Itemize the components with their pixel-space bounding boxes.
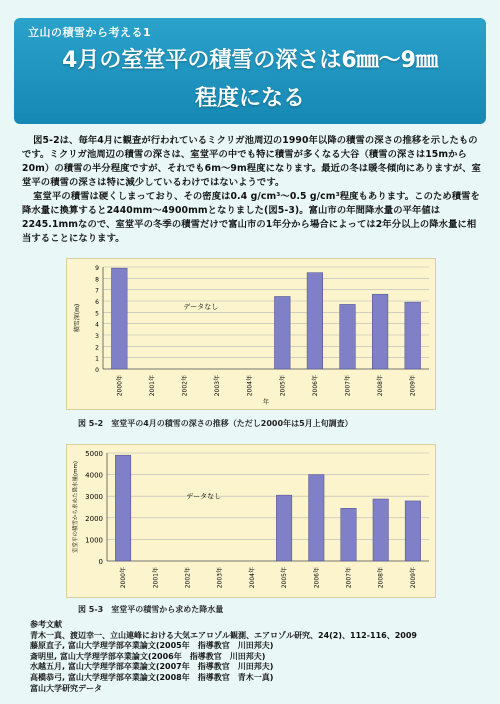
x-tick-label: 2000年 — [116, 375, 124, 397]
bar-2005年 — [276, 495, 291, 561]
x-tick-label: 2003年 — [216, 567, 224, 589]
body-paragraph-2: 室堂平の積雪は硬くしまっており、その密度は0.4 g/cm³〜0.5 g/cm³程度もあります。このため積雪を降水量に換算すると2440mm〜4900mmとなりました(図5-3)。富山市の年間降水量の平年値は2245.1mmなので、室堂平の冬季の積雪だけで富山市の1年分から場合によっては2年分以上の降水量に相当することになります。 — [22, 191, 480, 244]
chart-snow-depth — [66, 258, 436, 410]
x-tick-label: 2005年 — [279, 375, 287, 397]
bar-2006年 — [307, 273, 323, 369]
x-tick-label: 2006年 — [311, 375, 319, 397]
y-axis-label: 積雪深(m) — [74, 303, 81, 333]
reference-item: 藤原直子, 富山大学理学部卒業論文(2005年 指導教官 川田邦夫) — [30, 641, 274, 651]
no-data-annotation: データなし — [183, 302, 219, 311]
y-tick-label: 6 — [95, 299, 99, 306]
bar-2000年 — [115, 455, 130, 561]
chart-precipitation — [66, 444, 436, 598]
y-tick-label: 1 — [95, 355, 99, 363]
bar-2007年 — [340, 304, 356, 369]
y-tick-label: 5000 — [85, 450, 103, 458]
x-tick-label: 2009年 — [409, 375, 417, 397]
bar-2009年 — [405, 302, 421, 369]
no-data-annotation: データなし — [186, 492, 222, 501]
x-tick-label: 2004年 — [248, 567, 256, 589]
reference-item: 水越五月, 富山大学理学部卒業論文(2007年 指導教官 川田邦夫) — [30, 662, 274, 672]
page-title-line2: 程度になる — [194, 86, 305, 111]
x-tick-label: 2006年 — [313, 567, 321, 589]
references — [30, 620, 480, 694]
x-tick-label: 2008年 — [377, 375, 385, 397]
y-axis-label: 室堂平の積雪から求めた降水量(mm) — [73, 460, 79, 554]
series-label: 立山の積雪から考える1 — [28, 26, 152, 39]
y-tick-label: 7 — [95, 287, 99, 295]
x-tick-label: 2002年 — [184, 567, 192, 589]
y-tick-label: 5 — [95, 310, 99, 318]
bar-2006年 — [309, 475, 324, 561]
y-tick-label: 8 — [95, 276, 99, 284]
x-tick-label: 2002年 — [181, 375, 189, 397]
bar-2008年 — [372, 294, 388, 369]
y-tick-label: 4 — [95, 321, 99, 329]
references-heading: 参考文献 — [30, 620, 62, 629]
figure-caption-5-2: 図 5-2 室堂平の4月の積雪の深さの推移（ただし2000年は5月上旬調査） — [78, 419, 353, 428]
x-tick-label: 2003年 — [214, 375, 222, 397]
chart-snow-depth-svg — [67, 259, 435, 409]
y-tick-label: 0 — [98, 558, 103, 566]
x-tick-label: 2007年 — [344, 375, 352, 397]
x-tick-label: 2008年 — [377, 567, 385, 589]
reference-item: 高橋恭弓, 富山大学理学部卒業論文(2008年 指導教官 青木一真) — [30, 672, 274, 682]
body-paragraph-1: 図5-2は、毎年4月に観査が行われているミクリガ池周辺の1990年以降の積雪の深さの推移を示したものです。ミクリガ池周辺の積雪の深さは、室堂平の中でも特に積雪が多くなる大谷（積雪の深さは15mから20m）の積雪の半分程度ですが、それでも6m〜9m程度になります。最近の冬は暖冬傾向にありますが、室堂平の積雪の深さは特に減少しているわけではないようです。 — [22, 135, 481, 188]
bar-2009年 — [405, 501, 420, 561]
x-tick-label: 2009年 — [409, 567, 417, 589]
bar-2005年 — [274, 296, 290, 369]
x-tick-label: 2005年 — [281, 567, 289, 589]
page-title-line1: 4月の室堂平の積雪の深さは6㎜〜9㎜ — [62, 48, 438, 73]
bar-2007年 — [341, 508, 356, 561]
x-tick-label: 2007年 — [345, 567, 353, 589]
y-tick-label: 2000 — [85, 514, 103, 523]
x-tick-label: 2004年 — [246, 375, 254, 397]
x-axis-label: 年 — [262, 399, 270, 406]
y-tick-label: 3000 — [85, 493, 103, 502]
y-tick-label: 1000 — [85, 536, 103, 545]
y-tick-label: 3 — [95, 333, 99, 340]
x-tick-label: 2001年 — [152, 567, 160, 589]
bar-2000年 — [111, 268, 127, 369]
y-tick-label: 0 — [95, 367, 99, 374]
chart-precipitation-svg — [67, 445, 435, 597]
bar-2008年 — [373, 499, 388, 561]
figure-caption-5-3: 図 5-3 室堂平の積雪から求めた降水量 — [78, 605, 224, 614]
reference-item: 青木一真、渡辺幸一、立山連峰における大気エアロゾル観測、エアロゾル研究、24(2)、112-116、2009 — [30, 630, 417, 640]
y-tick-label: 4000 — [85, 471, 103, 480]
y-tick-label: 9 — [95, 265, 99, 272]
x-tick-label: 2001年 — [148, 375, 156, 397]
reference-item: 富山大学研究データ — [30, 683, 102, 693]
title-banner — [14, 18, 486, 124]
y-tick-label: 2 — [95, 344, 99, 352]
x-tick-label: 2000年 — [120, 567, 128, 589]
reference-item: 斎明里, 富山大学理学部卒業論文(2006年 指導教官 川田邦夫) — [30, 651, 266, 661]
